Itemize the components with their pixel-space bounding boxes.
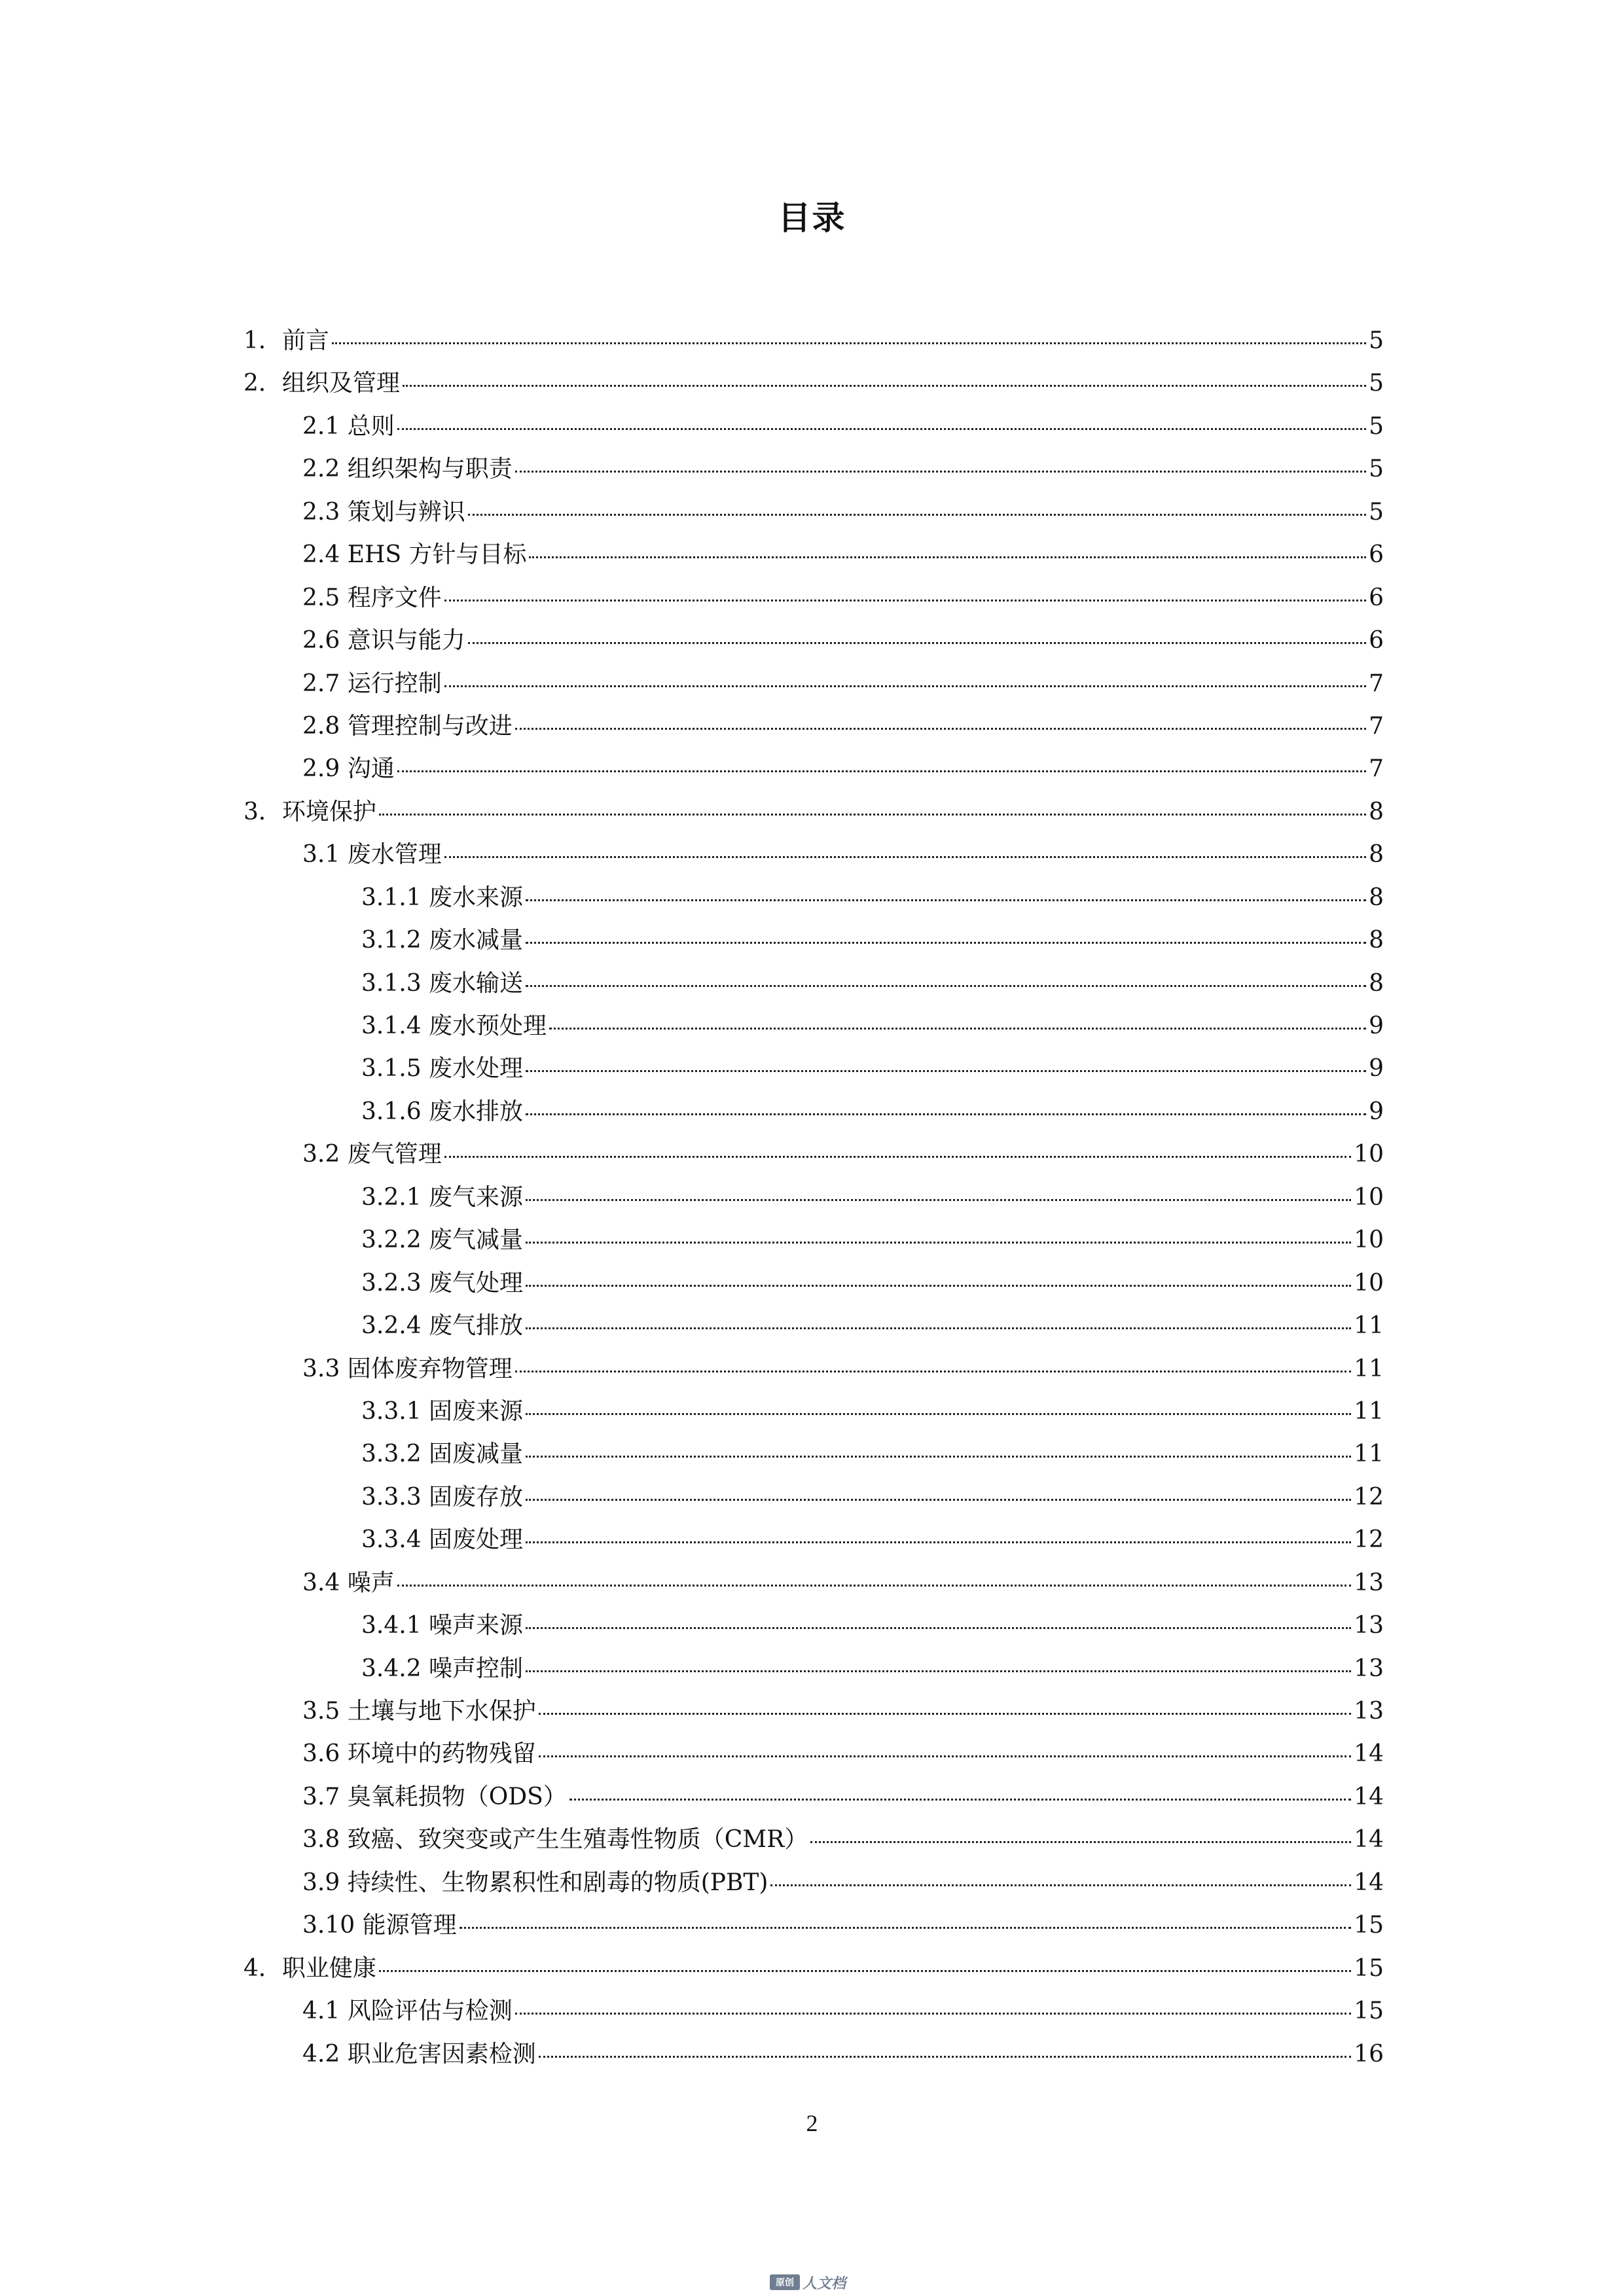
toc-entry-label: 3.3.4 固废处理 — [361, 1526, 524, 1554]
toc-entry[interactable] — [244, 362, 1384, 404]
toc-entry-label: 3.1.1 废水来源 — [361, 884, 524, 911]
toc-entry[interactable] — [244, 1518, 1384, 1561]
toc-dot-leader — [526, 1651, 1351, 1672]
toc-entry-label: 3.8 致癌、致突变或产生生殖毒性物质（CMR） — [302, 1826, 808, 1854]
toc-entry[interactable] — [244, 448, 1384, 490]
toc-entry-page: 13 — [1354, 1612, 1384, 1640]
toc-entry-label: 3.1 废水管理 — [302, 841, 442, 869]
toc-entry-label: 2.6 意识与能力 — [302, 627, 465, 655]
toc-entry-page: 8 — [1369, 927, 1384, 954]
page-title: 目录 — [778, 199, 846, 237]
toc-entry[interactable] — [244, 1647, 1384, 1690]
toc-entry-page: 9 — [1369, 1055, 1384, 1083]
toc-dot-leader — [526, 1222, 1351, 1244]
toc-entry-page: 9 — [1369, 1013, 1384, 1039]
toc-entry-label: 3.1.5 废水处理 — [361, 1055, 524, 1083]
toc-dot-leader — [526, 1308, 1351, 1329]
toc-entry-label: 3.3.3 固废存放 — [361, 1483, 524, 1511]
toc-entry-label: 3.2 废气管理 — [302, 1141, 442, 1168]
toc-entry-label: 3.10 能源管理 — [302, 1912, 457, 1939]
toc-dot-leader — [468, 622, 1366, 644]
toc-entry[interactable] — [244, 962, 1384, 1005]
toc-dot-leader — [379, 794, 1366, 816]
toc-entry-page: 14 — [1354, 1826, 1384, 1854]
toc-entry-label: 3.9 持续性、生物累积性和剧毒的物质(PBT) — [302, 1869, 768, 1896]
toc-dot-leader — [397, 751, 1366, 772]
toc-entry-page: 15 — [1354, 1998, 1384, 2025]
toc-dot-leader — [526, 1436, 1351, 1458]
toc-dot-leader — [515, 1351, 1351, 1372]
toc-entry[interactable] — [244, 705, 1384, 747]
toc-entry-page: 5 — [1369, 456, 1384, 483]
toc-entry-label: 3.2.2 废气减量 — [361, 1227, 524, 1254]
toc-entry[interactable] — [244, 1176, 1384, 1219]
watermark-logo-icon: 原创 — [770, 2274, 800, 2290]
toc-dot-leader — [444, 666, 1366, 687]
toc-entry-label: 2.9 沟通 — [302, 755, 395, 783]
toc-entry-label: 2.3 策划与辨识 — [302, 498, 465, 526]
toc-dot-leader — [515, 708, 1366, 730]
toc-dot-leader — [526, 1179, 1351, 1201]
toc-entry-page: 11 — [1354, 1355, 1384, 1382]
toc-entry-label: 3.3.1 固废来源 — [361, 1397, 524, 1425]
toc-entry[interactable] — [244, 1262, 1384, 1304]
toc-entry-page: 12 — [1354, 1526, 1384, 1554]
toc-entry-label: 3.7 臭氧耗损物（ODS） — [302, 1783, 567, 1810]
toc-entry-label: 3.3.2 固废减量 — [361, 1441, 524, 1468]
toc-dot-leader — [526, 965, 1366, 987]
toc-dot-leader — [526, 880, 1366, 901]
toc-entry-label: 3.1.4 废水预处理 — [361, 1013, 547, 1039]
toc-entry-page: 10 — [1354, 1183, 1384, 1211]
toc-dot-leader — [539, 2036, 1351, 2058]
toc-dot-leader — [539, 1693, 1351, 1715]
toc-entry-label: 3.3 固体废弃物管理 — [302, 1355, 513, 1382]
toc-entry[interactable] — [244, 1604, 1384, 1647]
toc-dot-leader — [468, 494, 1366, 516]
toc-entry-label: 2．组织及管理 — [244, 370, 400, 397]
toc-entry-label: 2.4 EHS 方针与目标 — [302, 541, 527, 569]
toc-dot-leader — [460, 1907, 1352, 1929]
toc-entry-label: 3.5 土壤与地下水保护 — [302, 1698, 536, 1725]
toc-entry-label: 3.1.3 废水输送 — [361, 969, 524, 997]
toc-entry-page: 9 — [1369, 1098, 1384, 1125]
toc-entry-label: 3.1.6 废水排放 — [361, 1098, 524, 1125]
toc-entry[interactable] — [244, 1562, 1384, 1604]
toc-entry-page: 10 — [1354, 1269, 1384, 1297]
toc-entry-page: 5 — [1369, 327, 1384, 354]
toc-entry[interactable] — [244, 533, 1384, 576]
toc-entry-label: 3.4 噪声 — [302, 1569, 395, 1596]
toc-entry-label: 3.1.2 废水减量 — [361, 927, 524, 954]
toc-entry-page: 14 — [1354, 1869, 1384, 1896]
toc-entry[interactable] — [244, 1390, 1384, 1433]
toc-dot-leader — [444, 580, 1366, 601]
toc-entry-page: 10 — [1354, 1227, 1384, 1254]
toc-dot-leader — [539, 1736, 1351, 1757]
toc-entry[interactable] — [244, 1476, 1384, 1518]
toc-entry-label: 3.6 环境中的药物残留 — [302, 1740, 536, 1768]
toc-dot-leader — [397, 408, 1366, 430]
toc-dot-leader — [397, 1565, 1351, 1587]
toc-entry-page: 8 — [1369, 798, 1384, 825]
toc-entry-page: 7 — [1369, 755, 1384, 783]
toc-entry[interactable] — [244, 405, 1384, 448]
toc-dot-leader — [529, 537, 1366, 558]
toc-dot-leader — [526, 1050, 1366, 1072]
toc-entry-page: 14 — [1354, 1740, 1384, 1768]
toc-entry[interactable] — [244, 1690, 1384, 1732]
toc-entry[interactable] — [244, 1904, 1384, 1946]
toc-entry-label: 2.7 运行控制 — [302, 670, 442, 697]
toc-dot-leader — [810, 1821, 1351, 1843]
toc-dot-leader — [526, 1265, 1351, 1287]
toc-entry-page: 5 — [1369, 498, 1384, 526]
toc-entry-page: 8 — [1369, 841, 1384, 869]
toc-entry[interactable] — [244, 1732, 1384, 1775]
toc-entry-page: 5 — [1369, 412, 1384, 440]
toc-entry-page: 6 — [1369, 627, 1384, 655]
toc-entry-page: 14 — [1354, 1783, 1384, 1810]
toc-entry-label: 2.1 总则 — [302, 412, 395, 440]
toc-entry[interactable] — [244, 919, 1384, 961]
toc-entry-label: 1．前言 — [244, 327, 329, 354]
table-of-contents — [244, 319, 1384, 2075]
toc-entry-page: 13 — [1354, 1569, 1384, 1596]
toc-entry-page: 11 — [1354, 1397, 1384, 1425]
toc-entry[interactable] — [244, 791, 1384, 833]
toc-dot-leader — [332, 323, 1366, 344]
toc-entry-label: 3.2.3 废气处理 — [361, 1269, 524, 1297]
toc-dot-leader — [770, 1865, 1351, 1886]
toc-entry[interactable] — [244, 1047, 1384, 1090]
toc-dot-leader — [444, 836, 1366, 858]
toc-entry-page: 15 — [1354, 1912, 1384, 1939]
page-number: 2 — [806, 2110, 818, 2136]
toc-entry-label: 2.2 组织架构与职责 — [302, 456, 513, 483]
toc-entry-label: 3.2.4 废气排放 — [361, 1312, 524, 1340]
toc-entry[interactable] — [244, 1947, 1384, 1990]
toc-entry-label: 4.2 职业危害因素检测 — [302, 2040, 536, 2068]
toc-entry[interactable] — [244, 662, 1384, 705]
toc-entry[interactable] — [244, 1433, 1384, 1475]
toc-entry[interactable] — [244, 876, 1384, 919]
toc-entry-label: 4.1 风险评估与检测 — [302, 1998, 513, 2025]
toc-entry-label: 3．环境保护 — [244, 798, 376, 825]
toc-dot-leader — [403, 365, 1366, 387]
toc-entry-page: 8 — [1369, 969, 1384, 997]
toc-entry-page: 11 — [1354, 1441, 1384, 1468]
toc-entry-label: 3.4.1 噪声来源 — [361, 1612, 524, 1640]
toc-entry-label: 3.4.2 噪声控制 — [361, 1655, 524, 1682]
toc-dot-leader — [569, 1779, 1351, 1801]
toc-entry-label: 3.2.1 废气来源 — [361, 1183, 524, 1211]
toc-entry[interactable] — [244, 491, 1384, 533]
toc-entry-page: 15 — [1354, 1954, 1384, 1982]
toc-entry[interactable] — [244, 833, 1384, 876]
toc-dot-leader — [515, 1993, 1351, 2015]
toc-entry-page: 5 — [1369, 370, 1384, 397]
toc-dot-leader — [444, 1136, 1351, 1158]
toc-entry[interactable] — [244, 1818, 1384, 1861]
toc-entry[interactable] — [244, 1133, 1384, 1175]
toc-entry[interactable] — [244, 1005, 1384, 1047]
toc-dot-leader — [515, 451, 1366, 473]
toc-entry-page: 11 — [1354, 1312, 1384, 1340]
toc-entry-page: 7 — [1369, 712, 1384, 740]
toc-entry[interactable] — [244, 1304, 1384, 1347]
toc-entry-page: 13 — [1354, 1698, 1384, 1725]
toc-entry[interactable] — [244, 747, 1384, 790]
toc-entry[interactable] — [244, 319, 1384, 362]
toc-entry[interactable] — [244, 1776, 1384, 1818]
toc-dot-leader — [379, 1950, 1351, 1972]
toc-entry[interactable] — [244, 1090, 1384, 1133]
toc-entry[interactable] — [244, 577, 1384, 619]
toc-entry-page: 16 — [1354, 2040, 1384, 2068]
toc-entry-label: 2.5 程序文件 — [302, 584, 442, 611]
toc-entry-page: 8 — [1369, 884, 1384, 911]
toc-entry-label: 4．职业健康 — [244, 1954, 376, 1982]
watermark — [770, 2272, 846, 2292]
toc-entry[interactable] — [244, 1861, 1384, 1904]
toc-entry-page: 10 — [1354, 1141, 1384, 1168]
toc-entry[interactable] — [244, 2033, 1384, 2075]
toc-dot-leader — [549, 1008, 1366, 1030]
toc-entry[interactable] — [244, 1348, 1384, 1390]
toc-entry[interactable] — [244, 1219, 1384, 1261]
toc-dot-leader — [526, 1607, 1351, 1629]
toc-dot-leader — [526, 1094, 1366, 1115]
toc-dot-leader — [526, 1393, 1351, 1415]
toc-entry-label: 2.8 管理控制与改进 — [302, 712, 513, 740]
toc-entry[interactable] — [244, 1990, 1384, 2032]
toc-entry-page: 12 — [1354, 1483, 1384, 1511]
toc-entry-page: 6 — [1369, 584, 1384, 611]
watermark-text: 人文档 — [803, 2275, 846, 2292]
toc-entry-page: 6 — [1369, 541, 1384, 569]
toc-dot-leader — [526, 1522, 1351, 1543]
toc-dot-leader — [526, 922, 1366, 944]
toc-entry-page: 7 — [1369, 670, 1384, 697]
toc-dot-leader — [526, 1479, 1351, 1501]
toc-entry[interactable] — [244, 619, 1384, 662]
toc-entry-page: 13 — [1354, 1655, 1384, 1682]
